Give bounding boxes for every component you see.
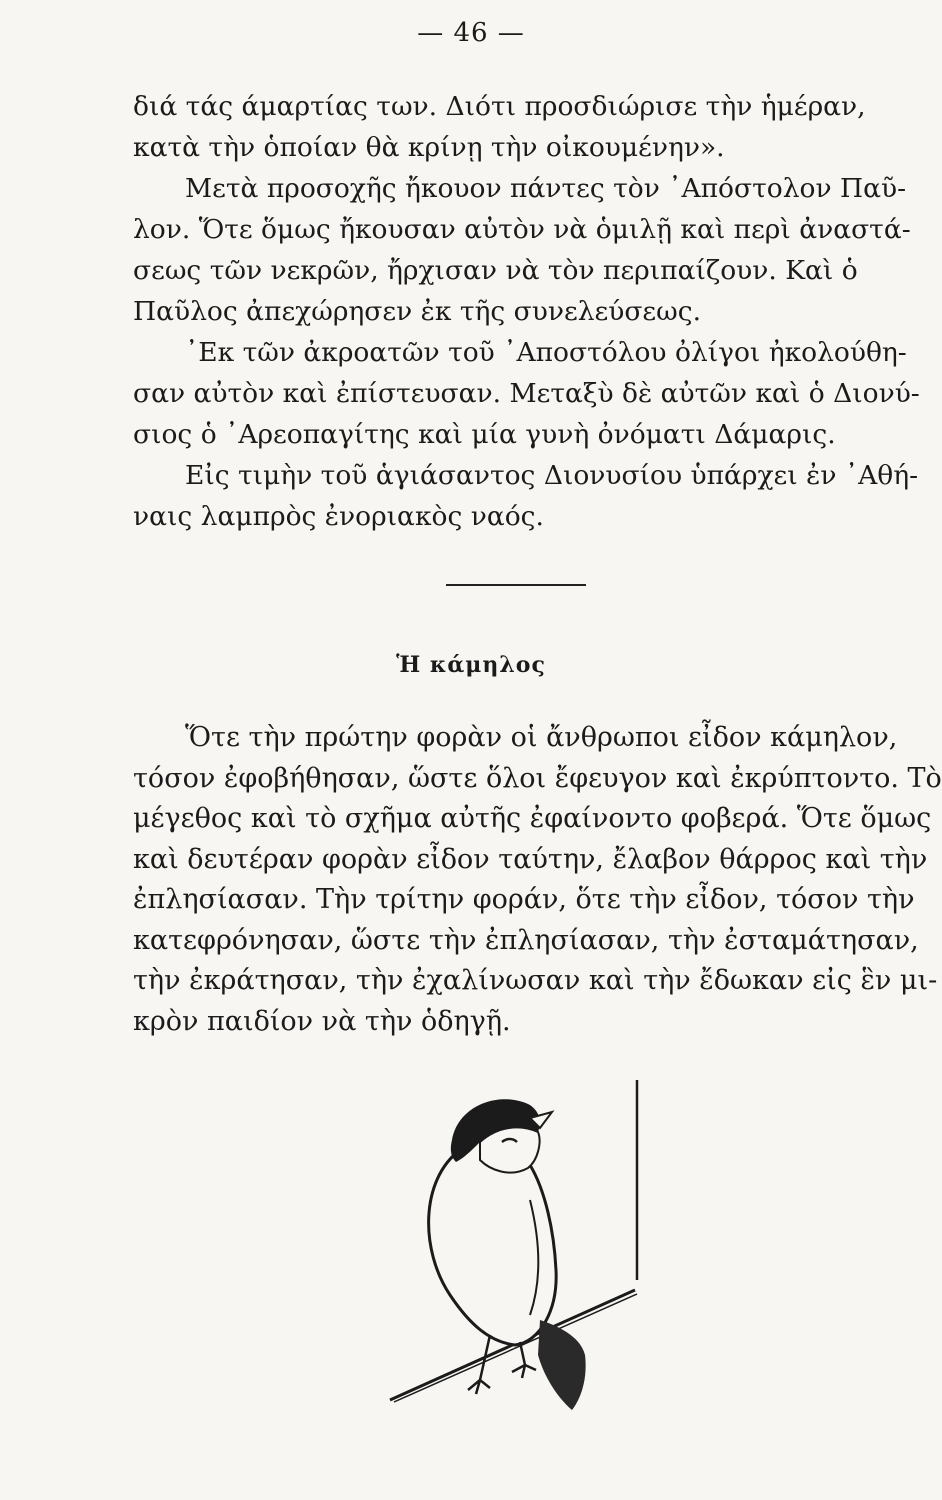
bird-face	[480, 1127, 540, 1172]
text-line: τόσον ἐφοβήθησαν, ὥστε ὅλοι ἔφευγον καὶ ἐκρύπτοντο. Τὸ	[133, 762, 942, 794]
text-line: Ὅτε τὴν πρώτην φορὰν οἱ ἄνθρωποι εἶδον κάμηλον,	[185, 722, 898, 753]
paragraph-2	[133, 168, 911, 332]
text-line: κατεφρόνησαν, ὥστε τὴν ἐπλησίασαν, τὴν ἐσταμάτησαν,	[133, 924, 919, 956]
page-number: — 46 —	[417, 18, 525, 48]
text-line: καὶ δευτέραν φορὰν εἶδον ταύτην, ἔλαβον θάρρος καὶ τὴν	[133, 843, 928, 875]
paragraph-1	[133, 86, 866, 168]
paragraph-3	[133, 332, 920, 455]
text-line: κατὰ τὴν ὁποίαν θὰ κρίνῃ τὴν οἰκουμένην».	[133, 132, 725, 163]
text-line: σεως τῶν νεκρῶν, ἤρχισαν νὰ τὸν περιπαίζουν. Καὶ ὁ	[133, 255, 858, 286]
text-line: σιος ὁ ᾿Αρεοπαγίτης καὶ μία γυνὴ ὀνόματι Δάμαρις.	[133, 419, 836, 450]
text-line: σαν αὐτὸν καὶ ἐπίστευσαν. Μεταξὺ δὲ αὐτῶν καὶ ὁ Διονύ-	[133, 378, 920, 409]
paragraph-camel	[133, 718, 942, 1042]
text-line: Εἰς τιμὴν τοῦ ἁγιάσαντος Διονυσίου ὑπάρχει ἐν ᾿Αθή-	[185, 460, 919, 491]
text-line: Παῦλος ἀπεχώρησεν ἐκ τῆς συνελεύσεως.	[133, 296, 702, 327]
bird-on-perch-illustration	[380, 1080, 660, 1440]
text-line: ναις λαμπρὸς ἐνοριακὸς ναός.	[133, 501, 544, 532]
text-line: μέγεθος καὶ τὸ σχῆμα αὐτῆς ἐφαίνοντο φοβερά. Ὅτε ὅμως	[133, 803, 932, 834]
text-line: ᾿Εκ τῶν ἀκροατῶν τοῦ ᾿Αποστόλου ὀλίγοι ἠκολούθη-	[185, 337, 907, 368]
camel-text-block	[133, 718, 942, 1042]
text-line: ἐπλησίασαν. Τὴν τρίτην φοράν, ὅτε τὴν εἶδον, τόσον τὴν	[133, 884, 915, 915]
text-line: Μετὰ προσοχῆς ἤκουον πάντες τὸν ᾿Απόστολον Παῦ-	[185, 173, 907, 204]
text-line: κρὸν παιδίον νὰ τὴν ὁδηγῇ.	[133, 1005, 511, 1037]
top-text-block	[133, 86, 920, 537]
section-title: Ἡ κάμηλος	[396, 652, 546, 678]
text-line: τὴν ἐκράτησαν, τὴν ἐχαλίνωσαν καὶ τὴν ἔδωκαν εἰς ἓν μι-	[133, 965, 938, 996]
paragraph-4	[133, 455, 919, 537]
text-line: διά τάς άμαρτίας των. Διότι προσδιώρισε τὴν ἡμέραν,	[133, 91, 866, 122]
text-line: λον. Ὅτε ὅμως ἤκουσαν αὐτὸν νὰ ὁμιλῇ καὶ περὶ ἀναστά-	[133, 214, 911, 245]
section-divider	[446, 584, 586, 586]
bird-tail	[538, 1320, 586, 1410]
